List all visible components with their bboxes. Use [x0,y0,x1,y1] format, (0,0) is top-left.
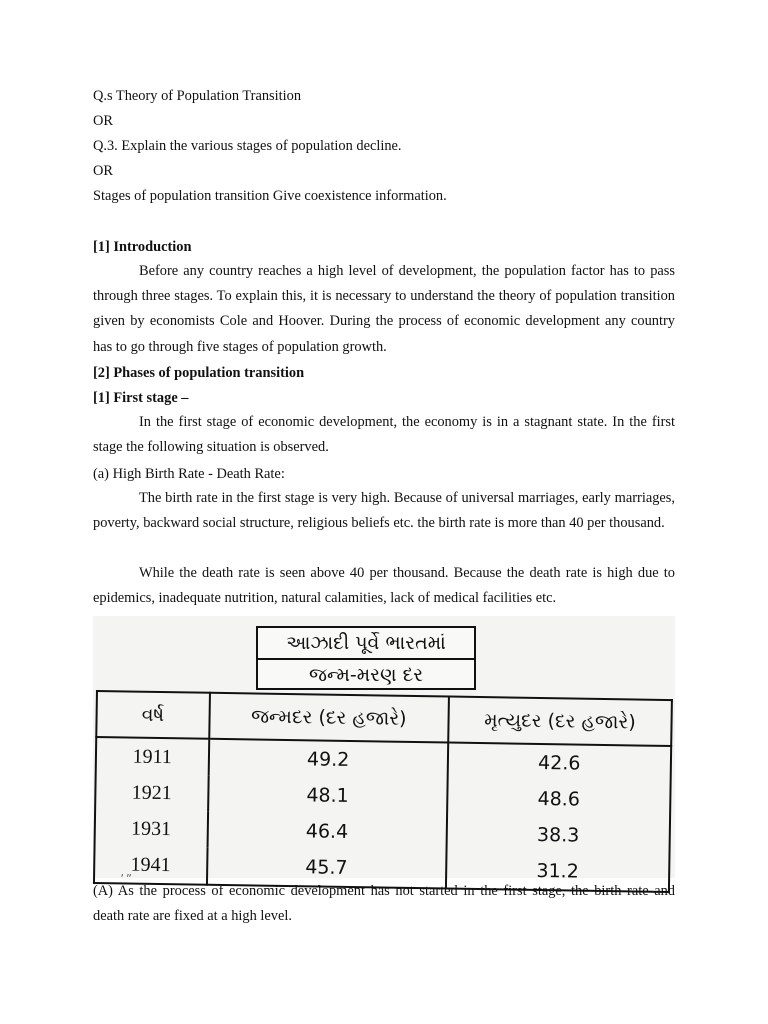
or-separator-1: OR [93,113,113,129]
first-stage-heading: [1] First stage – [93,390,189,406]
or-separator-2: OR [93,163,113,179]
birth-rate-cell: 48.1 [208,776,448,816]
question-2: Q.3. Explain the various stages of population decline. [93,138,402,154]
table-title-line-2: જન્મ-મરણ દર [258,658,474,690]
question-3: Stages of population transition Give coexistence information. [93,188,447,204]
birth-rate-cell: 45.7 [207,848,447,889]
first-stage-paragraph: In the first stage of economic development, the economy is in a stagnant state. In the first stage the following situation is observed. [93,414,675,456]
intro-paragraph: Before any country reaches a high level of development, the population factor has to pass through three stages. To explain this, it is necessary to understand the theory of population transition given by economists Cole and Hoover. During the process of economic development any country has to go through five stages of population growth. [93,263,675,355]
birth-rate-paragraph: The birth rate in the first stage is very high. Because of universal marriages, early marriages, poverty, backward social structure, religious beliefs etc. the birth rate is more than 40 per thousand. [93,490,675,532]
death-rate-paragraph: While the death rate is seen above 40 per thousand. Because the death rate is high due to epidemics, inadequate nutrition, natural calamities, lack of medical facilities etc. [93,565,675,607]
subheading-a: (a) High Birth Rate - Death Rate: [93,466,285,482]
header-birth-rate: જન્મદર (દર હજારે) [209,693,449,743]
birth-rate-cell: 46.4 [207,812,447,852]
death-rate-cell: 42.6 [447,743,671,784]
year-cell: 1931 [95,810,208,848]
death-rate-cell: 31.2 [446,852,670,893]
table-title-box [256,626,476,690]
conclusion-paragraph: (A) As the process of economic development has not started in the first stage, the birth rate and death rate are fixed at a high level. [93,883,675,925]
birth-death-rate-table-image [93,616,675,885]
intro-heading: [1] Introduction [93,239,192,255]
year-cell: 1921 [95,774,208,812]
question-1: Q.s Theory of Population Transition [93,88,302,104]
year-cell: 1911 [96,737,209,776]
birth-rate-cell: 49.2 [208,739,448,780]
header-death-rate: મૃત્યુદર (દર હજારે) [448,697,672,747]
year-cell: 1941 [94,846,207,885]
death-rate-cell: 48.6 [447,780,671,820]
birth-death-rate-table [93,690,673,893]
death-rate-cell: 38.3 [446,816,670,856]
scan-speck: ʹ ʺ [121,871,132,885]
phases-heading: [2] Phases of population transition [93,365,305,381]
table-title-line-1: આઝાદી પૂર્વે ભારતમાં [286,632,446,654]
header-year: વર્ષ [96,691,209,739]
